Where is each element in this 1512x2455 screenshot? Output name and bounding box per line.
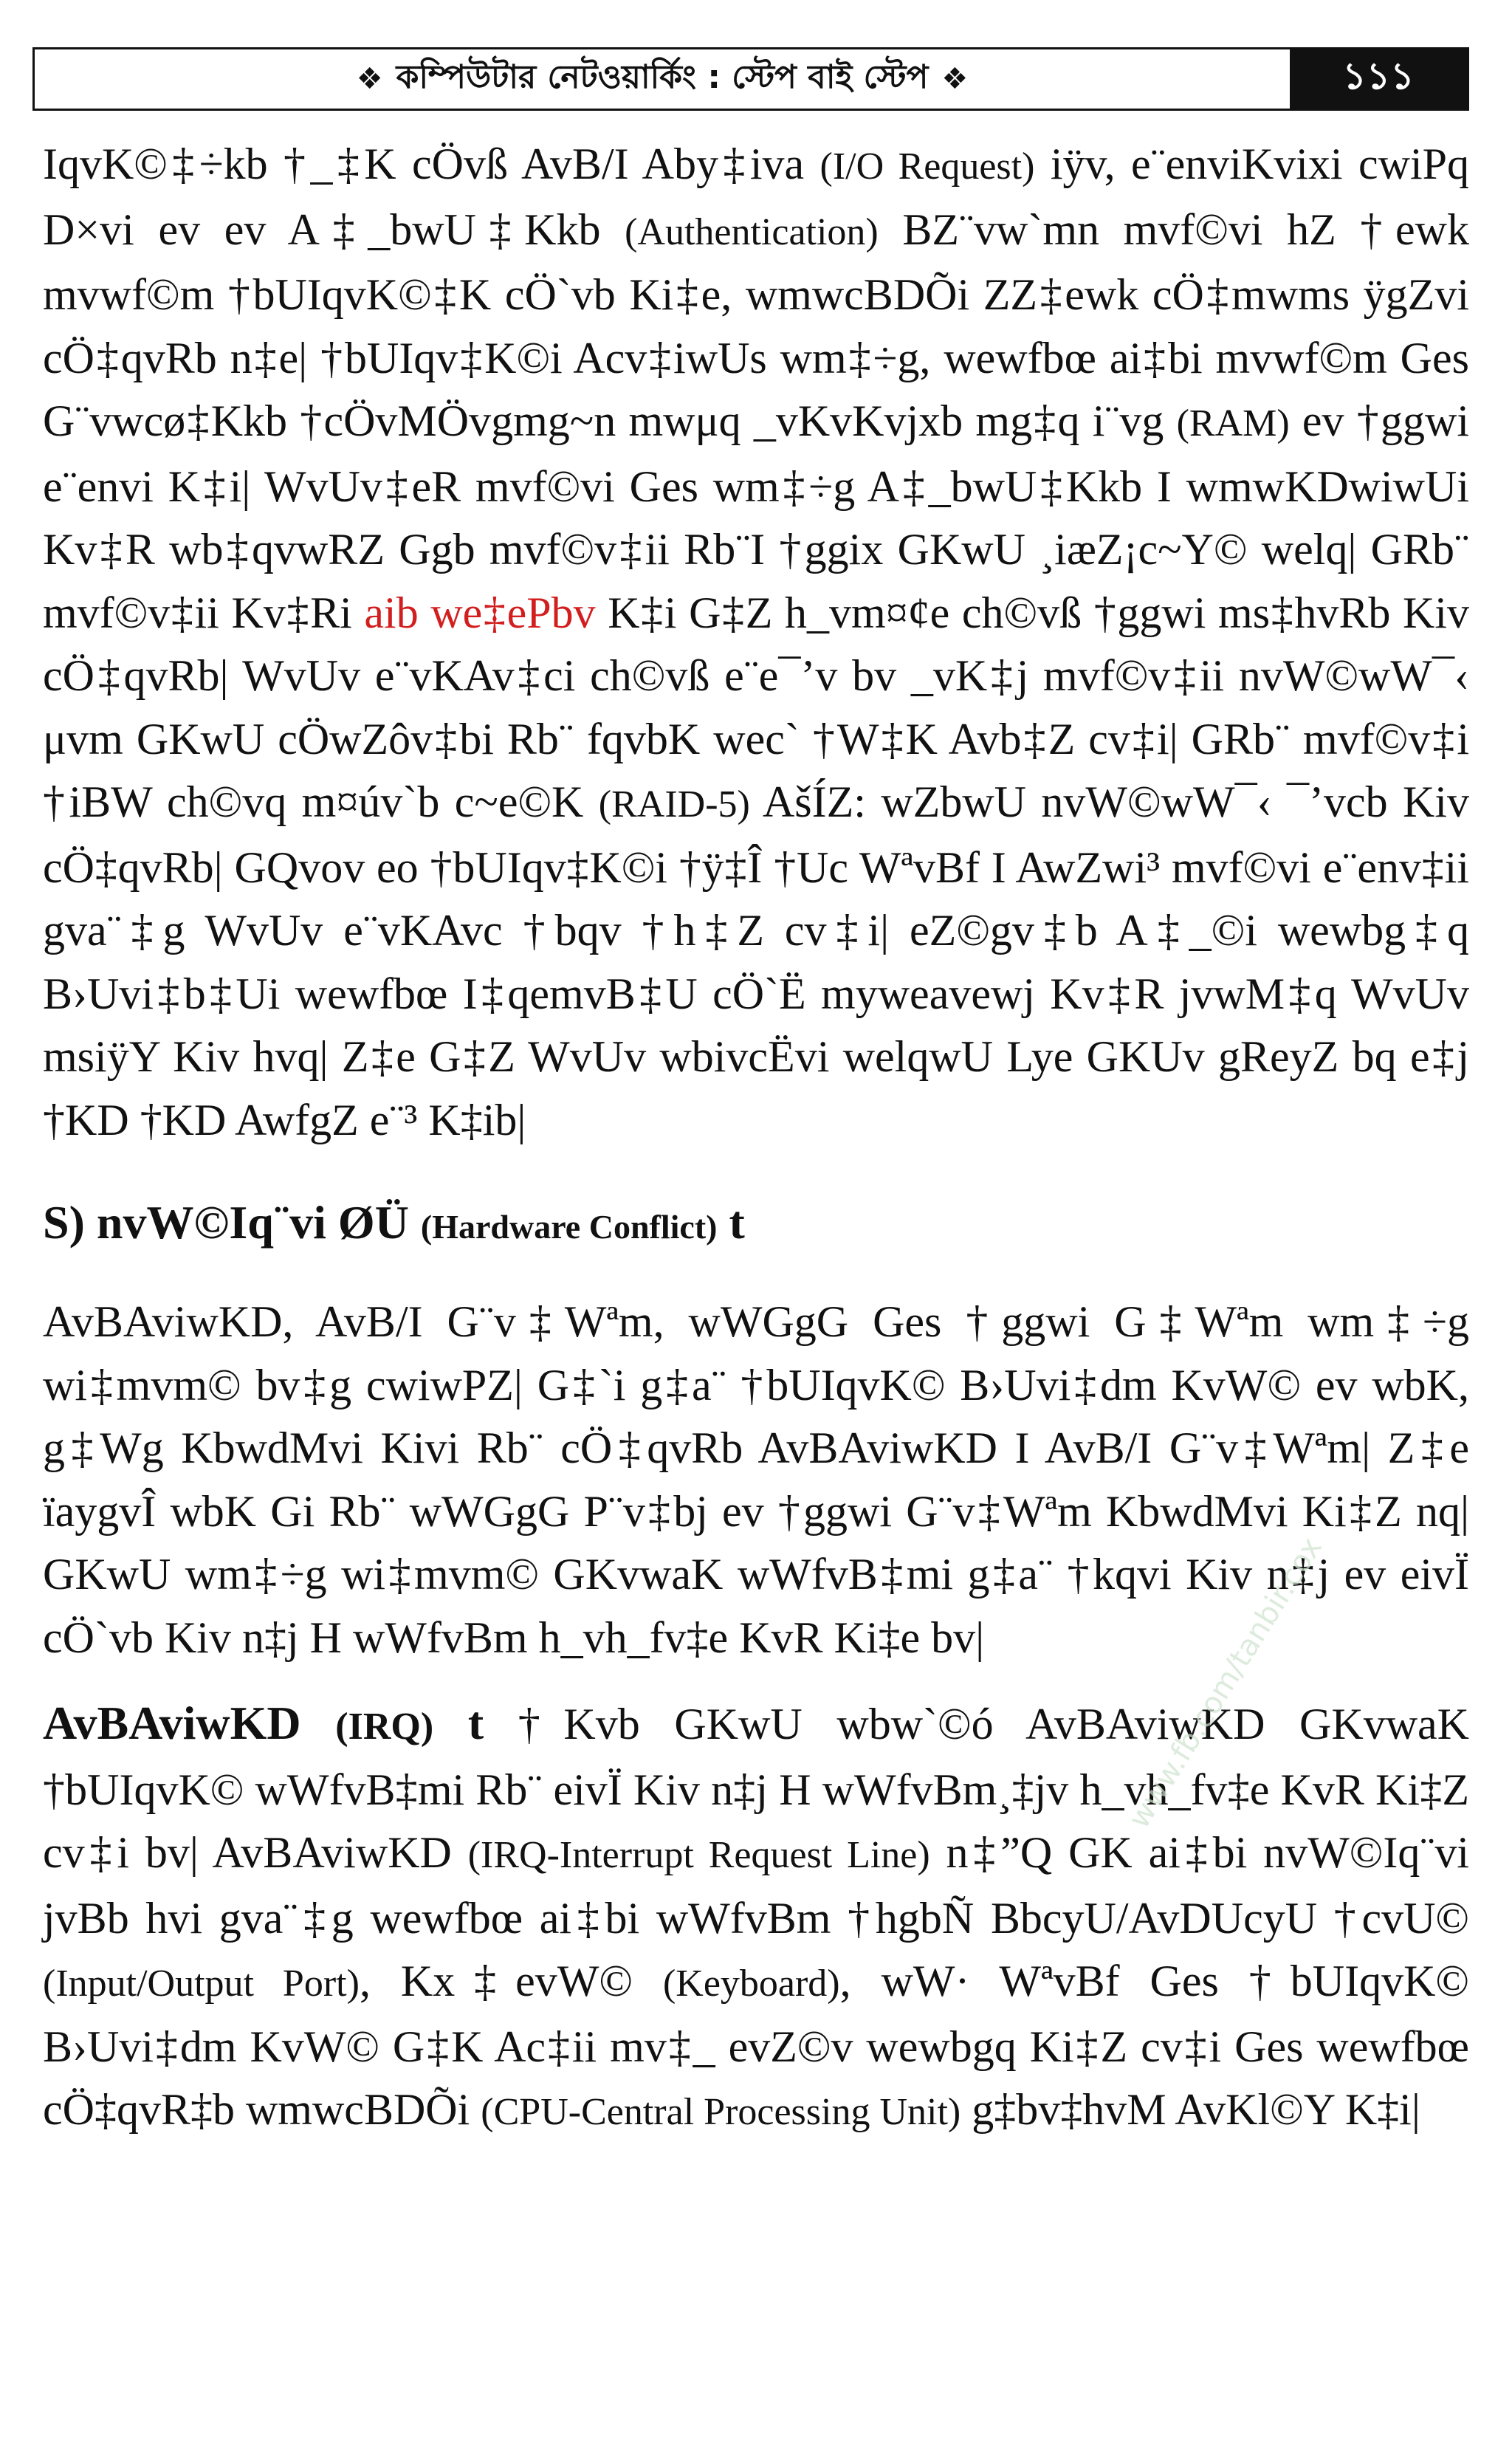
highlighted-text: aib we‡ePbv bbox=[364, 588, 596, 637]
header-title-box bbox=[35, 49, 1290, 109]
diamond-left-icon: ❖ bbox=[356, 62, 383, 96]
watermark-text: www.fb.com/tanbir.cox bbox=[1122, 1531, 1329, 1835]
paragraph-server-resources: IqvK©‡÷kb †_‡K cÖvß AvB/I Aby‡iva (I/O Request) iÿv, e¨enviKvixi cwiPq D×vi ev ev A‡_bwU‡Kkb (Authentication) BZ¨vw`mn mvf©vi hZ †ewk mvwf©m †bUIqvK©‡K cÖ`vb Ki‡e, wmwcBDÕi ZZ‡ewk cÖ‡mwms ÿgZvi cÖ‡qvRb n‡e| †bUIqv‡K©i Acv‡iwUs wm‡÷g, wewfbœ ai‡bi mvwf©m Ges G¨vwcø‡Kkb †cÖvMÖvgmg~n mwμq _vKvKvjxb mg‡q i¨vg (RAM) ev †ggwi e¨envi K‡i| WvUv‡eR mvf©vi Ges wm‡÷g A‡_bwU‡Kkb I wmwKDwiwUi Kv‡R wb‡qvwRZ Ggb mvf©v‡ii Rb¨I †ggix GKwU ¸iæZ¡c~Y© welq| GRb¨ mvf©v‡ii Kv‡Ri aib we‡ePbv K‡i G‡Z h_vm¤¢e ch©vß †ggwi ms‡hvRb Kiv cÖ‡qvRb| WvUv e¨vKAv‡ci ch©vß e¨e¯’v bv _vK‡j mvf©v‡ii nvW©wW¯‹ μvm GKwU cÖwZôv‡bi Rb¨ fqvbK wec` †W‡K Avb‡Z cv‡i| GRb¨ mvf©v‡i †iBW ch©vq m¤úv`b c~e©K (RAID-5) AšÍZ: wZbwU nvW©wW¯‹ ¯’vcb Kiv cÖ‡qvRb| GQvov eo †bUIqv‡K©i †ÿ‡Î †Uc WªvBf I AwZwi³ mvf©vi e¨env‡ii gva¨‡g WvUv e¨vKAvc †bqv †h‡Z cv‡i| eZ©gv‡b A‡_©i wewbg‡q B›Uvi‡b‡Ui wewfbœ I‡qemvB‡U cÖ`Ë myweavewj Kv‡R jvwM‡q WvUv msiÿY Kiv hvq| Z‡e G‡Z WvUv wbivcËvi welqwU Lye GKUv gReyZ bq e‡j †KD †KD AwfgZ e¨³ K‡ib| bbox=[43, 140, 1469, 1144]
paragraph-system-resources: AvBAviwKD, AvB/I G¨v‡Wªm, wWGgG Ges †ggwi G‡Wªm wm‡÷g wi‡mvm© bv‡g cwiwPZ| G‡`i g‡a¨ †bUIqvK© B›Uvi‡dm KvW© ev wbK, g‡Wg KbwdMvi Kivi Rb¨ cÖ‡qvRb AvBAviwKD I AvB/I G¨v‡Wªm| Z‡e ïaygvÎ wbK Gi Rb¨ wWGgG P¨v‡bj ev †ggwi G¨v‡Wªm KbwdMvi Ki‡Z nq| GKwU wm‡÷g wi‡mvm© GKvwaK wWfvB‡mi g‡a¨ †kqvi Kiv n‡j ev eivÏ cÖ`vb Kiv n‡j H wWfvBm h_vh_fv‡e KvR Ki‡e bv| bbox=[43, 1297, 1469, 1662]
section-heading-hardware-conflict: S) nvW©Iq¨vi ØÜ (Hardware Conflict) t bbox=[43, 1196, 745, 1249]
book-title: কম্পিউটার নেটওয়ার্কিং : স্টেপ বাই স্টেপ bbox=[396, 58, 929, 96]
paragraph-irq: AvBAviwKD (IRQ) t †Kvb GKwU wbw`©ó AvBAviwKD GKvwaK †bUIqvK© wWfvB‡mi Rb¨ eivÏ Kiv n‡j H wWfvBm¸‡jv h_vh_fv‡e KvR Ki‡Z cv‡i bv| AvBAviwKD (IRQ-Interrupt Request Line) n‡”Q GK ai‡bi nvW©Iq¨vi jvBb hvi gva¨‡g wewfbœ ai‡bi wWfvBm †hgbÑ BbcyU/AvDUcyU †cvU© (Input/Output Port), Kx‡evW© (Keyboard), wW· WªvBf Ges †bUIqvK© B›Uvi‡dm KvW© G‡K Ac‡ii mv‡_ evZ©v wewbgq Ki‡Z cv‡i Ges wewfbœ cÖ‡qvR‡b wmwcBDÕi (CPU-Central Processing Unit) g‡bv‡hvM AvKl©Y K‡i| bbox=[43, 1697, 1470, 2134]
page-content bbox=[43, 133, 1469, 2144]
diamond-right-icon: ❖ bbox=[941, 62, 969, 96]
page-header bbox=[32, 47, 1469, 111]
page-number: ১১১ bbox=[1290, 49, 1467, 109]
